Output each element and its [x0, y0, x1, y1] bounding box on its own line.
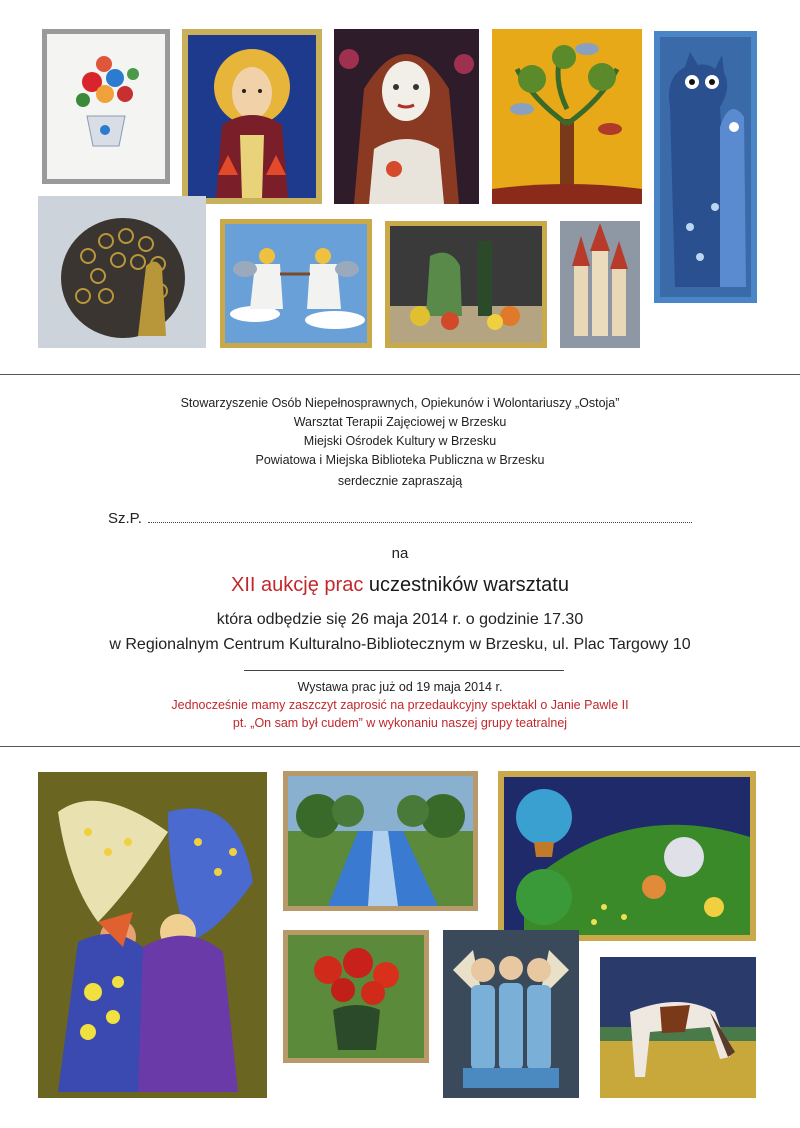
organizer-line: Powiatowa i Miejska Biblioteka Publiczna w Brzesku [255, 453, 545, 467]
organizer-line: Warsztat Terapii Zajęciowej w Brzesku [293, 415, 507, 429]
artwork-angel-icon-painting [182, 29, 322, 204]
separator-line [244, 670, 564, 671]
auction-title-rest: uczestników warsztatu [363, 574, 569, 596]
artwork-horse-painting [600, 957, 756, 1098]
top-divider [0, 374, 800, 375]
exhibition-line: Wystawa prac już od 19 maja 2014 r. [297, 680, 503, 694]
artwork-mosaic-alley [283, 771, 478, 911]
addressee-row [108, 510, 692, 530]
artwork-ceramic-castle [560, 221, 640, 348]
on-word: na [391, 545, 409, 562]
invite-line: serdecznie zapraszają [337, 474, 463, 488]
organizers [0, 394, 800, 470]
artwork-still-life-painting [385, 221, 547, 348]
artwork-balloon-landscape-painting [498, 771, 756, 941]
addressee-dotted-line [148, 522, 692, 523]
artwork-two-angels-painting [38, 772, 267, 1098]
artwork-blue-cats-painting [654, 31, 757, 303]
venue-line: w Regionalnym Centrum Kulturalno-Bibliotecznym w Brzesku, ul. Plac Targowy 10 [109, 636, 691, 653]
artwork-poppies-vase-painting [283, 930, 429, 1063]
organizer-line: Miejski Ośrodek Kultury w Brzesku [303, 434, 497, 448]
auction-title-red: XII aukcję prac [231, 574, 364, 596]
artwork-cross-stitch-bouquet [42, 29, 170, 184]
note-line: Jednocześnie mamy zaszczyt zaprosić na przedaukcyjny spektakl o Janie Pawle II [171, 698, 629, 712]
date-line: która odbędzie się 26 maja 2014 r. o godzinie 17.30 [216, 611, 584, 628]
artwork-angels-in-sky-painting [220, 219, 372, 348]
addressee-label: Sz.P. [108, 510, 142, 527]
organizer-line: Stowarzyszenie Osób Niepełnosprawnych, Opiekunów i Wolontariuszy „Ostoja” [180, 396, 620, 410]
artwork-ceramic-angels-trio [443, 930, 579, 1098]
artwork-ceramic-peacock [38, 196, 206, 348]
auction-title [0, 574, 800, 597]
artwork-woman-portrait-painting [334, 29, 479, 204]
note-line: pt. „On sam był cudem” w wykonaniu naszej grupy teatralnej [232, 716, 568, 730]
artwork-bird-tree-painting [492, 29, 642, 204]
bottom-divider [0, 746, 800, 747]
